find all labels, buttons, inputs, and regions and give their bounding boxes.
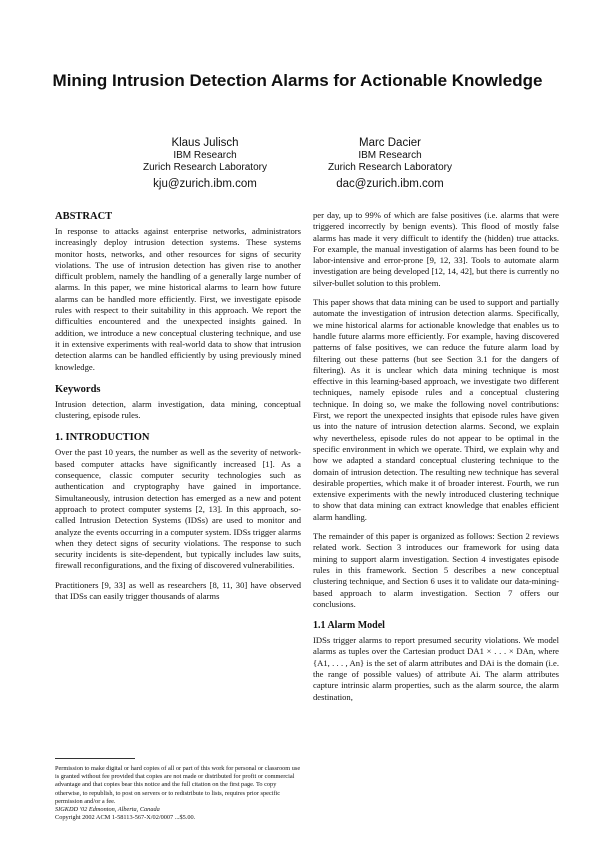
author-name: Marc Dacier: [359, 137, 421, 149]
intro-continued-paragraph-3: The remainder of this paper is organized as follows: Section 2 reviews related work. Section 3 introduces our framework for using data mining to support alarm investigation. Section 4 investigates episode rules in this framework. Section 5 describes a new conceptual clustering technique, and Section 6 uses it to validate our data-mining-based approach to alarm investigation. Section 7 offers our conclusions.: [313, 531, 559, 609]
author-block-dacier: [290, 136, 490, 191]
keywords-section: [55, 383, 301, 422]
keywords-text: Intrusion detection, alarm investigation, data mining, conceptual clustering, episode rules.: [55, 398, 301, 421]
paper-title: Mining Intrusion Detection Alarms for Actionable Knowledge: [52, 71, 543, 90]
venue-text: SIGKDD '02 Edmonton, Alberta, Canada: [55, 806, 160, 814]
introduction-section: [55, 431, 301, 602]
author-name: Klaus Julisch: [171, 137, 239, 149]
author-organization: IBM Research: [173, 150, 237, 161]
intro-continued-paragraph-2: This paper shows that data mining can be used to support and partially automate the investigation of intrusion detection alarms. Specifically, we mine historical alarms for actionable knowledge that enables us to handle future alarms more efficiently. For example, having discovered patterns of false positives, we can reduce the future alarm load by filtering out these patterns (but see Section 3.1 for the dangers of filtering). As it is unclear which data mining technique is most effective in this learning-based approach, we investigate two different techniques, namely episode rules and a conceptual clustering technique. In doing so, we make the following novel contributions: First, we report the unexpected insights that episode rules have given us into the nature of intrusion detection alarms. Second, we explain why nevertheless, episode rules do not appear to be optimal in the specific environment in which we operate. Third, we explain why and how we adapted a standard conceptual clustering technique to the domain of intrusion detection. The resulting new technique has several desirable properties, which make it of broader interest. Fourth, we run extensive experiments with the newly introduced clustering technique to show that data mining can extract knowledge that enables efficient alarm handling.: [313, 297, 559, 522]
abstract-heading: ABSTRACT: [55, 211, 113, 222]
alarm-model-paragraph: IDSs trigger alarms to report presumed security violations. We model alarms as tuples over the Cartesian product DA1 × . . . × DAn, where {A1, . . . , An} is the set of alarm attributes and DAi is the domain (i.e. the range of possible values) of attribute Ai. The alarm attributes capture intrinsic alarm properties, such as the alarm source, the alarm destination,: [313, 635, 559, 702]
abstract-text: In response to attacks against enterprise networks, administrators increasingly deploy intrusion detection systems. These systems monitor hosts, networks, and other resources for signs of security violations. The use of intrusion detection has given rise to another difficult problem, namely the handling of a generally large number of alarms. In this paper, we mine historical alarms to learn how future alarms can be handled more efficiently. First, we investigate episode rules with respect to their suitability in this approach. We report the difficulties encountered and the unexpected insights gained. In addition, we introduce a new conceptual clustering technique, and use it in extensive experiments with real-world data to show that intrusion detection alarms can be handled efficiently by using previously mined knowledge.: [55, 226, 301, 372]
abstract-section: [55, 210, 301, 373]
footnote-rule: [55, 758, 135, 759]
author-lab: Zurich Research Laboratory: [328, 162, 452, 173]
permission-footnote: [55, 758, 301, 822]
keywords-heading: Keywords: [55, 383, 101, 395]
alarm-model-heading: 1.1 Alarm Model: [313, 620, 385, 632]
copyright-text: Copyright 2002 ACM 1-58113-567-X/02/0007 ...$5.00.: [55, 814, 196, 822]
author-lab: Zurich Research Laboratory: [143, 162, 267, 173]
left-column: [55, 210, 301, 612]
right-column: [313, 210, 559, 711]
author-email: kju@zurich.ibm.com: [153, 178, 257, 190]
author-email: dac@zurich.ibm.com: [336, 178, 444, 190]
author-organization: IBM Research: [358, 150, 422, 161]
introduction-paragraph-1: Over the past 10 years, the number as well as the severity of network-based computer attacks have significantly increased [1]. As a consequence, classic computer security technologies such as authentication and cryptography have gained in importance. Simultaneously, intrusion detection has emerged as a new and potent approach to protect computer systems [2, 13]. In this approach, so-called Intrusion Detection Systems (IDSs) are used to monitor and analyze the events occurring in a computer system. IDSs trigger alarms when they detect signs of security violations. The response to such security incidents is site-dependent, but typically includes law suits, firewall reconfigurations, and the fixing of discovered vulnerabilities.: [55, 447, 301, 571]
introduction-heading: 1. INTRODUCTION: [55, 432, 150, 444]
permission-text: Permission to make digital or hard copies of all or part of this work for personal or classroom use is granted without fee provided that copies are not made or distributed for profit or commercial advantage and that copies bear this notice and the full citation on the first page. To copy otherwise, to republish, to post on servers or to redistribute to lists, requires prior specific permission and/or a fee.: [55, 765, 301, 805]
introduction-paragraph-2: Practitioners [9, 33] as well as researchers [8, 11, 30] have observed that IDSs can easily trigger thousands of alarms: [55, 579, 301, 602]
intro-continued-paragraph-1: per day, up to 99% of which are false positives (i.e. alarms that were triggered incorrectly by benign events). This flood of mostly false alarms has made it very difficult to identify the (hidden) true attacks. For example, the manual investigation of alarms has been found to be labor-intensive and error-prone [9, 12, 33]. Tools to automate alarm investigation are being developed [12, 14, 42], but there is currently no silver-bullet solution to this problem.: [313, 210, 559, 288]
author-block-julisch: [105, 136, 305, 191]
